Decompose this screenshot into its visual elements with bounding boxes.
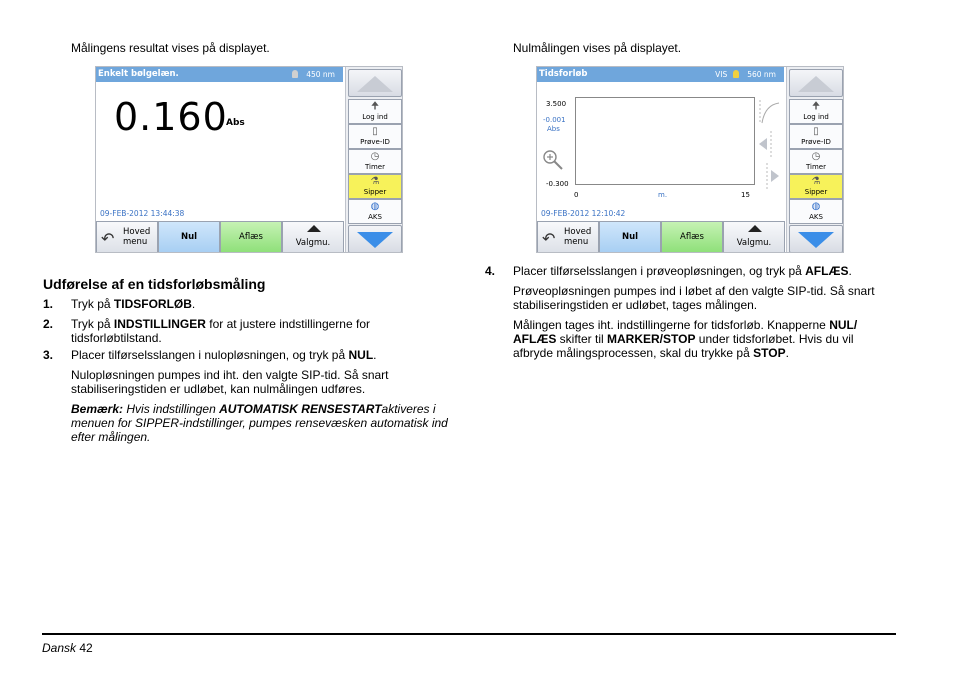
main-menu-button[interactable] (96, 221, 158, 253)
zero-button[interactable]: Nul (599, 221, 661, 253)
sipper-icon: ⚗ (811, 176, 821, 187)
scroll-up-button[interactable] (348, 69, 402, 97)
main-menu-button[interactable] (537, 221, 599, 253)
screen-datetime: 09-FEB-2012 12:10:42 (541, 209, 626, 218)
scroll-down-button[interactable] (789, 225, 843, 253)
scroll-left-icon[interactable] (757, 129, 784, 159)
aks-button[interactable] (348, 199, 402, 224)
zero-button[interactable]: Nul (158, 221, 220, 253)
timer-button[interactable] (348, 149, 402, 174)
page-footer (42, 641, 93, 655)
home-label-1: Hoved (564, 227, 592, 237)
title-right (292, 67, 335, 82)
sample-id-label: Prøve-ID (360, 138, 390, 146)
options-up-icon (748, 225, 762, 232)
step-2: 2. Tryk på INDSTILLINGER for at justere indstillingerne for tidsforløbtilstand. (43, 317, 370, 345)
lamp-icon (733, 70, 739, 78)
y-axis-current: -0.001 (543, 116, 566, 124)
footer-rule (42, 633, 896, 635)
aks-button[interactable] (789, 199, 843, 224)
x-axis-unit: m. (658, 191, 668, 199)
login-label: Log ind (362, 113, 388, 121)
step-4-number: 4. (485, 264, 496, 278)
step-4-description-1: Prøveopløsningen pumpes ind i løbet af den valgte SIP-tid. Så snart stabiliseringstiden er udløbet, tages målingen. (513, 284, 875, 312)
title-right (715, 67, 776, 82)
sipper-button[interactable] (789, 174, 843, 199)
measurement-value: 0.160 (114, 95, 228, 139)
back-arrow-icon: ↶ (542, 229, 556, 248)
scroll-down-button[interactable] (348, 225, 402, 253)
options-button[interactable] (723, 221, 785, 253)
zoom-icon[interactable] (542, 149, 564, 171)
aks-label: AKS (809, 213, 823, 221)
screen-datetime: 09-FEB-2012 13:44:38 (100, 209, 185, 218)
step-3-description: Nulopløsningen pumpes ind iht. den valgte SIP-tid. Så snart stabiliseringstiden er udløbet, kan nulmålingen udføres. (71, 368, 389, 396)
note: Bemærk: Hvis indstillingen AUTOMATISK RENSESTARTaktiveres i menuen for SIPPER-indstillinger, pumpes rensevæsken automatisk ind efter målingen. (71, 402, 448, 444)
mode-label: VIS (715, 70, 728, 79)
options-up-icon (307, 225, 321, 232)
y-axis-unit: Abs (547, 125, 560, 133)
sipper-label: Sipper (363, 188, 387, 196)
home-label-2: menu (123, 237, 148, 247)
triangle-up-icon (798, 76, 834, 92)
side-button-panel (786, 67, 844, 253)
footer-page-number: 42 (79, 641, 93, 655)
single-wavelength-screen (95, 66, 403, 253)
sample-id-label: Prøve-ID (801, 138, 831, 146)
triangle-up-icon (357, 76, 393, 92)
side-button-panel (345, 67, 403, 253)
left-caption: Målingens resultat vises på displayet. (71, 41, 270, 55)
wavelength-label: 560 nm (747, 70, 776, 79)
scroll-up-button[interactable] (789, 69, 843, 97)
measurement-unit: Abs (226, 118, 245, 128)
read-button[interactable]: Aflæs (661, 221, 723, 253)
y-axis-bottom: -0.300 (546, 180, 569, 188)
login-label: Log ind (803, 113, 829, 121)
sipper-label: Sipper (804, 188, 828, 196)
login-button[interactable] (348, 99, 402, 124)
scroll-right-icon[interactable] (757, 161, 784, 191)
bottom-button-bar (96, 221, 345, 253)
sample-vial-icon: ▯ (813, 126, 819, 137)
step-1-number: 1. (43, 297, 54, 311)
sipper-icon: ⚗ (370, 176, 380, 187)
sample-id-button[interactable] (348, 124, 402, 149)
step-2-number: 2. (43, 317, 54, 331)
footer-language: Dansk (42, 641, 77, 655)
section-heading: Udførelse af en tidsforløbsmåling (43, 276, 266, 292)
timer-label: Timer (364, 163, 385, 171)
time-course-graph (575, 97, 755, 185)
right-caption: Nulmålingen vises på displayet. (513, 41, 682, 55)
x-axis-end: 15 (741, 191, 750, 199)
screen-title-bar (537, 67, 784, 82)
options-label: Valgmu. (295, 238, 331, 248)
read-button[interactable]: Aflæs (220, 221, 282, 253)
screen-title-bar (96, 67, 343, 82)
triangle-down-icon (357, 232, 393, 248)
triangle-down-icon (798, 232, 834, 248)
globe-icon: ◍ (370, 201, 380, 212)
timer-icon: ◷ (370, 151, 380, 162)
screen-title: Tidsforløb (539, 69, 588, 79)
timer-label: Timer (805, 163, 826, 171)
options-label: Valgmu. (736, 238, 772, 248)
step-4-description-2: Målingen tages iht. indstillingerne for tidsforløb. Knapperne NUL/ AFLÆS skifter til MARKER/STOP under tidsforløbet. Hvis du vil afbryde målingsprocessen, skal du trykke på STOP. (513, 318, 858, 360)
lamp-icon (292, 70, 298, 78)
sipper-button[interactable] (348, 174, 402, 199)
back-arrow-icon: ↶ (101, 229, 115, 248)
screen-title: Enkelt bølgelæn. (98, 69, 179, 79)
y-axis-top: 3.500 (546, 100, 567, 108)
timer-button[interactable] (789, 149, 843, 174)
step-3-number: 3. (43, 348, 54, 362)
login-button[interactable] (789, 99, 843, 124)
globe-icon: ◍ (811, 201, 821, 212)
aks-label: AKS (368, 213, 382, 221)
sample-vial-icon: ▯ (372, 126, 378, 137)
home-label-2: menu (564, 237, 589, 247)
x-axis-start: 0 (574, 191, 579, 199)
timer-icon: ◷ (811, 151, 821, 162)
bottom-button-bar (537, 221, 786, 253)
curve-view-icon[interactable] (757, 97, 784, 127)
login-icon: 🠉 (370, 101, 380, 112)
sample-id-button[interactable] (789, 124, 843, 149)
home-label-1: Hoved (123, 227, 151, 237)
time-course-screen (536, 66, 844, 253)
login-icon: 🠉 (811, 101, 821, 112)
wavelength-label: 450 nm (306, 70, 335, 79)
options-button[interactable] (282, 221, 344, 253)
